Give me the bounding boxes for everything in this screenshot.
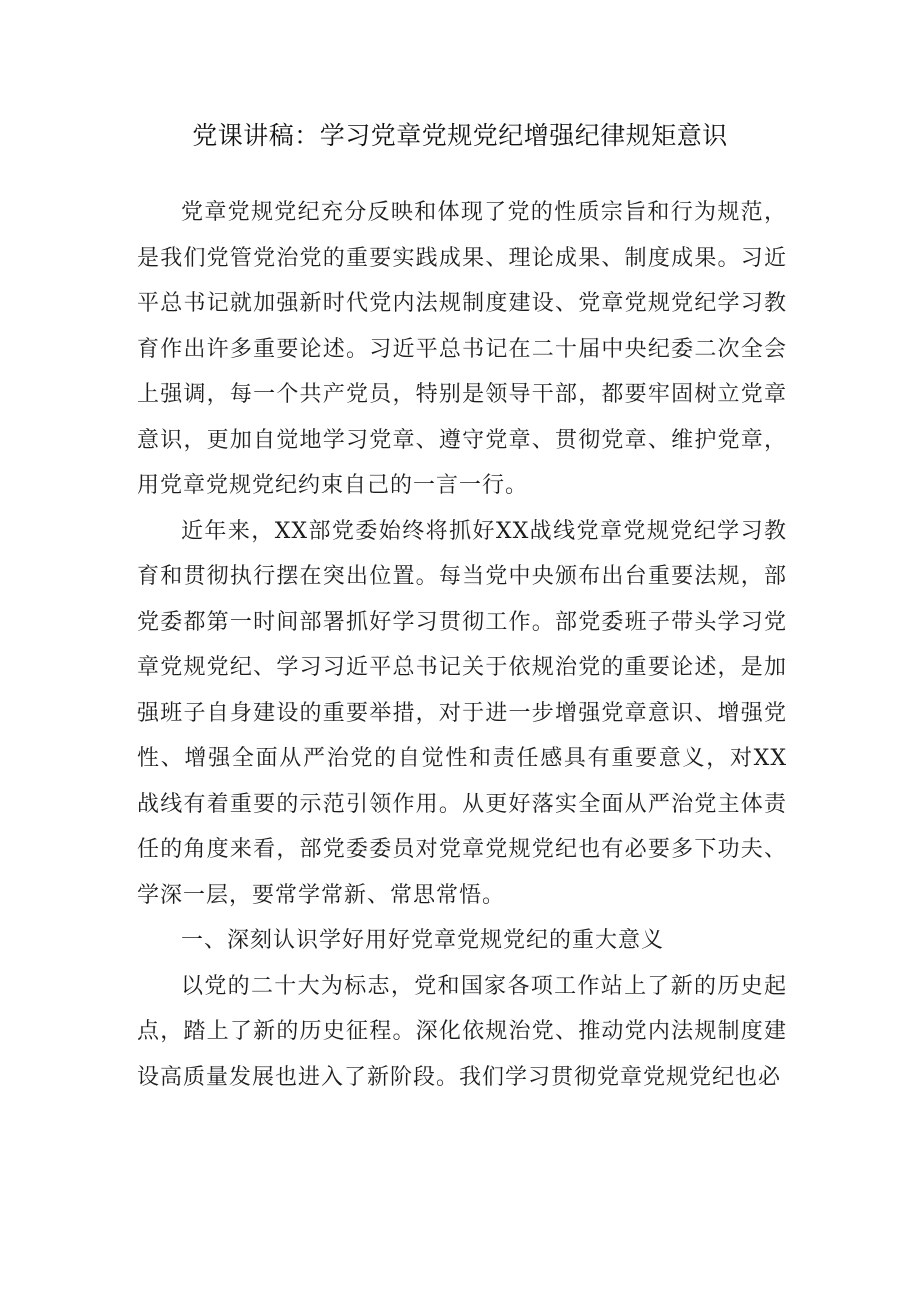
paragraph-intro: 党章党规党纪充分反映和体现了党的性质宗旨和行为规范，是我们党管党治党的重要实践成果、理论成果、制度成果。习近平总书记就加强新时代党内法规制度建设、党章党规党纪学习教育作出许多重要论述。习近平总书记在二十届中央纪委二次全会上强调，每一个共产党员，特别是领导干部，都要牢固树立党章意识，更加自觉地学习党章、遵守党章、贯彻党章、维护党章，用党章党规党纪约束自己的一言一行。 (137, 200, 787, 498)
document-body (137, 190, 787, 1100)
document-title: 党课讲稿：学习党章党规党纪增强纪律规矩意识 (192, 121, 728, 150)
paragraph-section-1: 以党的二十大为标志，党和国家各项工作站上了新的历史起点，踏上了新的历史征程。深化依规治党、推动党内法规制度建设高质量发展也进入了新阶段。我们学习贯彻党章党规党纪也必 (137, 973, 787, 1090)
section-heading-1: 一、深刻认识学好用好党章党规党纪的重大意义 (181, 928, 665, 953)
paragraph-recent-years: 近年来，XX部党委始终将抓好XX战线党章党规党纪学习教育和贯彻执行摆在突出位置。每当党中央颁布出台重要法规，部党委都第一时间部署抓好学习贯彻工作。部党委班子带头学习党章党规党纪、学习习近平总书记关于依规治党的重要论述，是加强班子自身建设的重要举措，对于进一步增强党章意识、增强党性、增强全面从严治党的自觉性和责任感具有重要意义，对XX战线有着重要的示范引领作用。从更好落实全面从严治党主体责任的角度来看，部党委委员对党章党规党纪也有必要多下功夫、学深一层，要常学常新、常思常悟。 (137, 518, 787, 908)
